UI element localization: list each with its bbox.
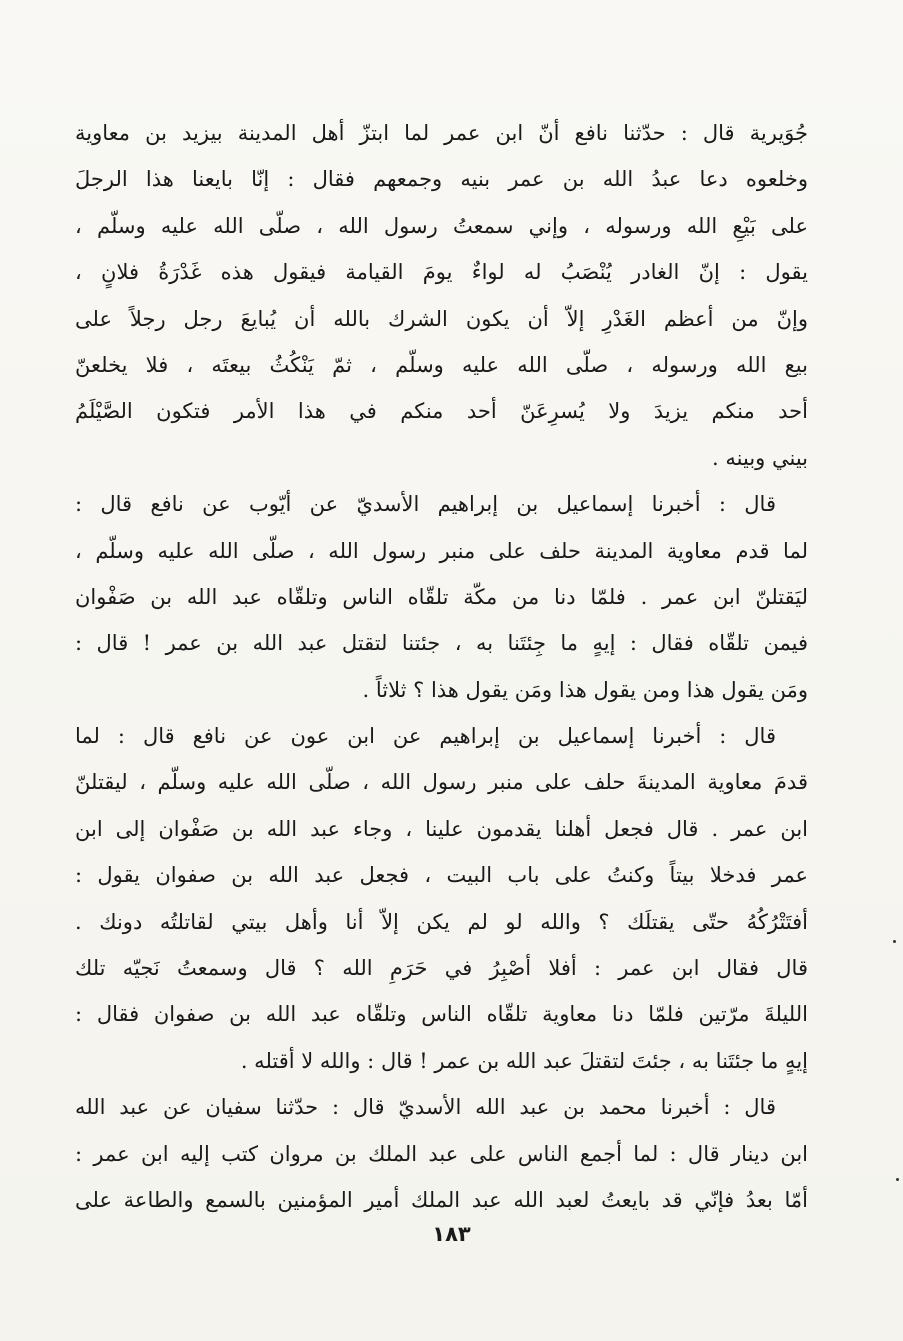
text-line: إيهٍ ما جئتَنا به ، جئتَ لتقتلَ عبد الله بن عمر ! قال : والله لا أقتله .	[240, 1048, 808, 1073]
text-line: فيمن تلقّاه فقال : إيهٍ ما جِئتَنا به ، جئتنا لتقتل عبد الله بن عمر ! قال :	[75, 631, 808, 656]
scan-speck	[893, 940, 896, 943]
text-line: أحد منكم يزيدَ ولا يُسرِعَنّ أحد منكم في هذا الأمر فتكون الصَّيْلَمُ	[75, 399, 808, 424]
text-line: يقول : إنّ الغادر يُنْصَبُ له لواءٌ يومَ القيامة فيقول هذه غَدْرَةُ فلانٍ ،	[75, 260, 808, 285]
text-line: الليلةَ مرّتين فلمّا دنا معاوية تلقّاه الناس وتلقّاه عبد الله بن صفوان فقال :	[75, 1002, 808, 1027]
page-number: ١٨٣	[432, 1222, 471, 1246]
text-line: قال : أخبرنا إسماعيل بن إبراهيم عن ابن عون عن نافع قال : لما	[75, 724, 776, 749]
text-line: قال : أخبرنا إسماعيل بن إبراهيم الأسديّ عن أيّوب عن نافع قال :	[75, 492, 776, 517]
text-line: أمّا بعدُ فإنّي قد بايعتُ لعبد الله عبد الملك أمير المؤمنين بالسمع والطاعة على	[75, 1187, 808, 1212]
text-line: عمر فدخلا بيتاً وكنتُ على باب البيت ، فجعل عبد الله بن صفوان يقول :	[75, 863, 808, 888]
text-line: جُوَيرية قال : حدّثنا نافع أنّ ابن عمر لما ابتزّ أهل المدينة بيزيد بن معاوية	[75, 121, 808, 145]
text-line: على بَيْعِ الله ورسوله ، وإني سمعتُ رسول الله ، صلّى الله عليه وسلّم ،	[75, 213, 808, 238]
text-line: قدمَ معاوية المدينةَ حلف على منبر رسول الله ، صلّى الله عليه وسلّم ، ليقتلنّ	[75, 770, 808, 795]
text-line: بيع الله ورسوله ، صلّى الله عليه وسلّم ، ثمّ يَنْكُثُ بيعتَه ، فلا يخلعنّ	[75, 352, 808, 377]
text-line: وخلعوه دعا عبدُ الله بن عمر بنيه وجمعهم فقال : إنّا بايعنا هذا الرجلَ	[75, 167, 808, 192]
scan-speck	[896, 1178, 899, 1181]
text-line: بيني وبينه .	[712, 445, 808, 470]
text-line: ليَقتلنّ ابن عمر . فلمّا دنا من مكّة تلقّاه الناس وتلقّاه عبد الله بن صَفْوان	[75, 584, 808, 609]
text-line: أفتَتْرُكُهُ حتّى يقتلَك ؟ والله لو لم يكن إلاّ أنا وأهل بيتي لقاتلتُه دونك .	[75, 909, 808, 934]
text-line: وإنّ من أعظم الغَدْرِ إلاّ أن يكون الشرك بالله أن يُبايعَ رجل رجلاً على	[75, 306, 808, 331]
text-line: قال فقال ابن عمر : أفلا أصْبِرُ في حَرَمِ الله ؟ قال وسمعتُ نَجيّه تلك	[75, 956, 808, 981]
text-line: ابن عمر . قال فجعل أهلنا يقدمون علينا ، وجاء عبد الله بن صَفْوان إلى ابن	[75, 816, 808, 841]
text-line: قال : أخبرنا محمد بن عبد الله الأسديّ قال : حدّثنا سفيان عن عبد الله	[75, 1095, 776, 1120]
text-line: لما قدم معاوية المدينة حلف على منبر رسول الله ، صلّى الله عليه وسلّم ،	[75, 538, 808, 563]
text-line: ابن دينار قال : لما أجمع الناس على عبد الملك بن مروان كتب إليه ابن عمر :	[75, 1141, 808, 1166]
page-text	[75, 110, 808, 1223]
text-line: ومَن يقول هذا ومن يقول هذا ومَن يقول هذا ؟ ثلاثاً .	[362, 677, 808, 702]
